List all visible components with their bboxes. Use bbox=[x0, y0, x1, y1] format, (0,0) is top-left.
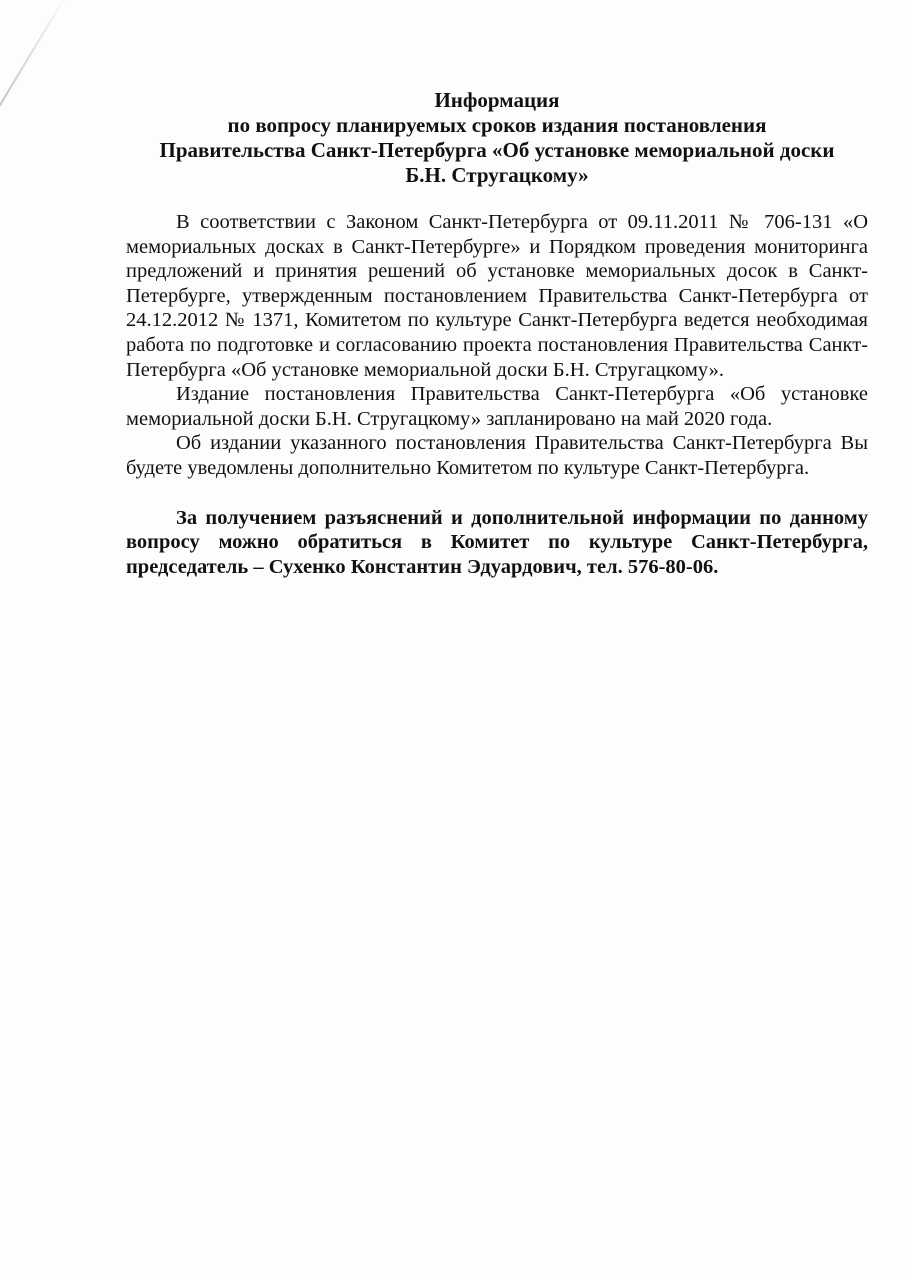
title-line-4: Б.Н. Стругацкому» bbox=[405, 163, 589, 187]
body-paragraph-1: В соответствии с Законом Санкт-Петербурга от 09.11.2011 № 706-131 «О мемориальных досках в Санкт-Петербурге» и Порядком проведения мониторинга предложений и принятия решений об установке мемориальных досок в Санкт-Петербурге, утвержденным постановлением Правительства Санкт-Петербурга от 24.12.2012 № 1371, Комитетом по культуре Санкт-Петербурга ведется необходимая работа по подготовке и согласованию проекта постановления Правительства Санкт-Петербурга «Об установке мемориальной доски Б.Н. Стругацкому». bbox=[126, 211, 868, 381]
contact-paragraph: За получением разъяснений и дополнительной информации по данному вопросу можно обратиться в Комитет по культуре Санкт-Петербурга, председатель – Сухенко Константин Эдуардович, тел. 576-80-06. bbox=[126, 506, 868, 578]
document-content bbox=[126, 88, 868, 600]
document-body bbox=[126, 210, 868, 481]
body-paragraph-3: Об издании указанного постановления Правительства Санкт-Петербурга Вы будете уведомлены дополнительно Комитетом по культуре Санкт-Петербурга. bbox=[126, 432, 868, 479]
title-line-3: Правительства Санкт-Петербурга «Об установке мемориальной доски bbox=[159, 138, 835, 162]
document-title bbox=[126, 88, 868, 188]
body-paragraph-2: Издание постановления Правительства Санкт-Петербурга «Об установке мемориальной доски Б.Н. Стругацкому» запланировано на май 2020 года. bbox=[126, 383, 868, 430]
title-line-1: Информация bbox=[434, 88, 560, 112]
title-line-2: по вопросу планируемых сроков издания постановления bbox=[227, 113, 767, 137]
scan-fold-mark bbox=[0, 0, 70, 214]
